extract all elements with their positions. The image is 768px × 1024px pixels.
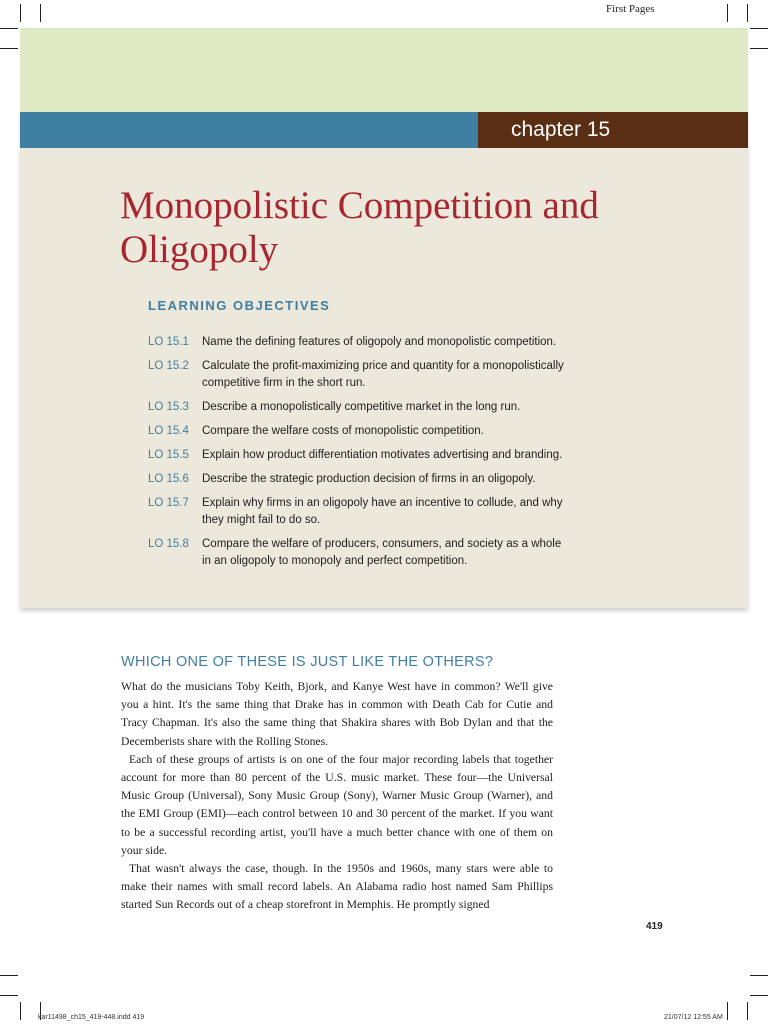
chapter-bar xyxy=(20,112,748,148)
footer-timestamp: 21/07/12 12:55 AM xyxy=(664,1014,723,1021)
learning-objective-text: Compare the welfare of producers, consumers, and society as a whole in an oligopoly to monopoly and perfect competition. xyxy=(202,538,562,567)
learning-objective-text: Compare the welfare costs of monopolistic competition. xyxy=(202,425,484,437)
learning-objective-item xyxy=(148,358,568,392)
chapter-label: chapter 15 xyxy=(478,112,748,148)
crop-mark xyxy=(727,1002,728,1020)
learning-objective-code: LO 15.5 xyxy=(148,449,189,461)
chapter-opener-band xyxy=(20,28,748,112)
crop-mark xyxy=(0,995,18,996)
chapter-bar-accent xyxy=(20,112,478,148)
crop-mark xyxy=(750,995,768,996)
learning-objective-code: LO 15.7 xyxy=(148,497,189,509)
learning-objective-text: Explain how product differentiation motivates advertising and branding. xyxy=(202,449,563,461)
crop-mark xyxy=(750,28,768,29)
body-paragraph: What do the musicians Toby Keith, Bjork, and Kanye West have in common? We'll give you a hint. It's the same thing that Drake has in common with Death Cab for Cutie and Tracy Chapman. It's also the same thing that Shakira shares with Bob Dylan and that the Decemberists share with the Rolling Stones. xyxy=(121,680,553,748)
learning-objective-code: LO 15.1 xyxy=(148,336,189,348)
chapter-title: Monopolistic Competition and Oligopoly xyxy=(120,184,599,271)
learning-objective-text: Describe the strategic production decision of firms in an oligopoly. xyxy=(202,473,536,485)
learning-objective-text: Calculate the profit-maximizing price and quantity for a monopolistically competitive firm in the short run. xyxy=(202,360,564,389)
learning-objective-item xyxy=(148,447,568,464)
crop-mark xyxy=(20,1002,21,1020)
learning-objective-code: LO 15.6 xyxy=(148,473,189,485)
learning-objective-text: Name the defining features of oligopoly and monopolistic competition. xyxy=(202,336,557,348)
proof-stage-note: First Pages xyxy=(606,3,655,15)
crop-mark xyxy=(0,975,18,976)
learning-objective-item xyxy=(148,471,568,488)
crop-mark xyxy=(750,48,768,49)
chapter-intro-panel xyxy=(20,148,748,608)
body-paragraph: That wasn't always the case, though. In the 1950s and 1960s, many stars were able to make their names with small record labels. An Alabama radio host named Sam Phillips started Sun Records out of a cheap storefront in Memphis. He promptly signed xyxy=(121,862,553,912)
crop-mark xyxy=(747,1002,748,1020)
crop-mark xyxy=(40,4,41,22)
learning-objective-item xyxy=(148,495,568,529)
crop-mark xyxy=(750,975,768,976)
crop-mark xyxy=(747,4,748,22)
page-number: 419 xyxy=(646,921,663,932)
learning-objective-code: LO 15.3 xyxy=(148,401,189,413)
crop-mark xyxy=(727,4,728,22)
crop-mark xyxy=(0,28,18,29)
learning-objective-item xyxy=(148,536,568,570)
body-text xyxy=(121,678,553,915)
learning-objective-item xyxy=(148,423,568,440)
footer-file-slug: kar11498_ch15_419-448.indd 419 xyxy=(38,1014,145,1021)
crop-mark xyxy=(0,48,18,49)
learning-objective-text: Explain why firms in an oligopoly have an incentive to collude, and why they might fail to do so. xyxy=(202,497,563,526)
learning-objective-item xyxy=(148,399,568,416)
learning-objectives-heading: LEARNING OBJECTIVES xyxy=(148,298,331,313)
body-paragraph: Each of these groups of artists is on one of the four major recording labels that together account for more than 80 percent of the U.S. music market. These four—the Universal Music Group (Universal), Sony Music Group (Sony), Warner Music Group (Warner), and the EMI Group (EMI)—each control between 10 and 30 percent of the market. If you want to be a successful recording artist, you'll have a much better chance with one of them on your side. xyxy=(121,752,553,857)
learning-objective-code: LO 15.2 xyxy=(148,360,189,372)
crop-mark xyxy=(20,4,21,22)
section-heading: WHICH ONE OF THESE IS JUST LIKE THE OTHERS? xyxy=(121,654,494,670)
learning-objective-text: Describe a monopolistically competitive market in the long run. xyxy=(202,401,521,413)
learning-objectives-list xyxy=(148,334,568,577)
learning-objective-code: LO 15.8 xyxy=(148,538,189,550)
learning-objective-item xyxy=(148,334,568,351)
learning-objective-code: LO 15.4 xyxy=(148,425,189,437)
